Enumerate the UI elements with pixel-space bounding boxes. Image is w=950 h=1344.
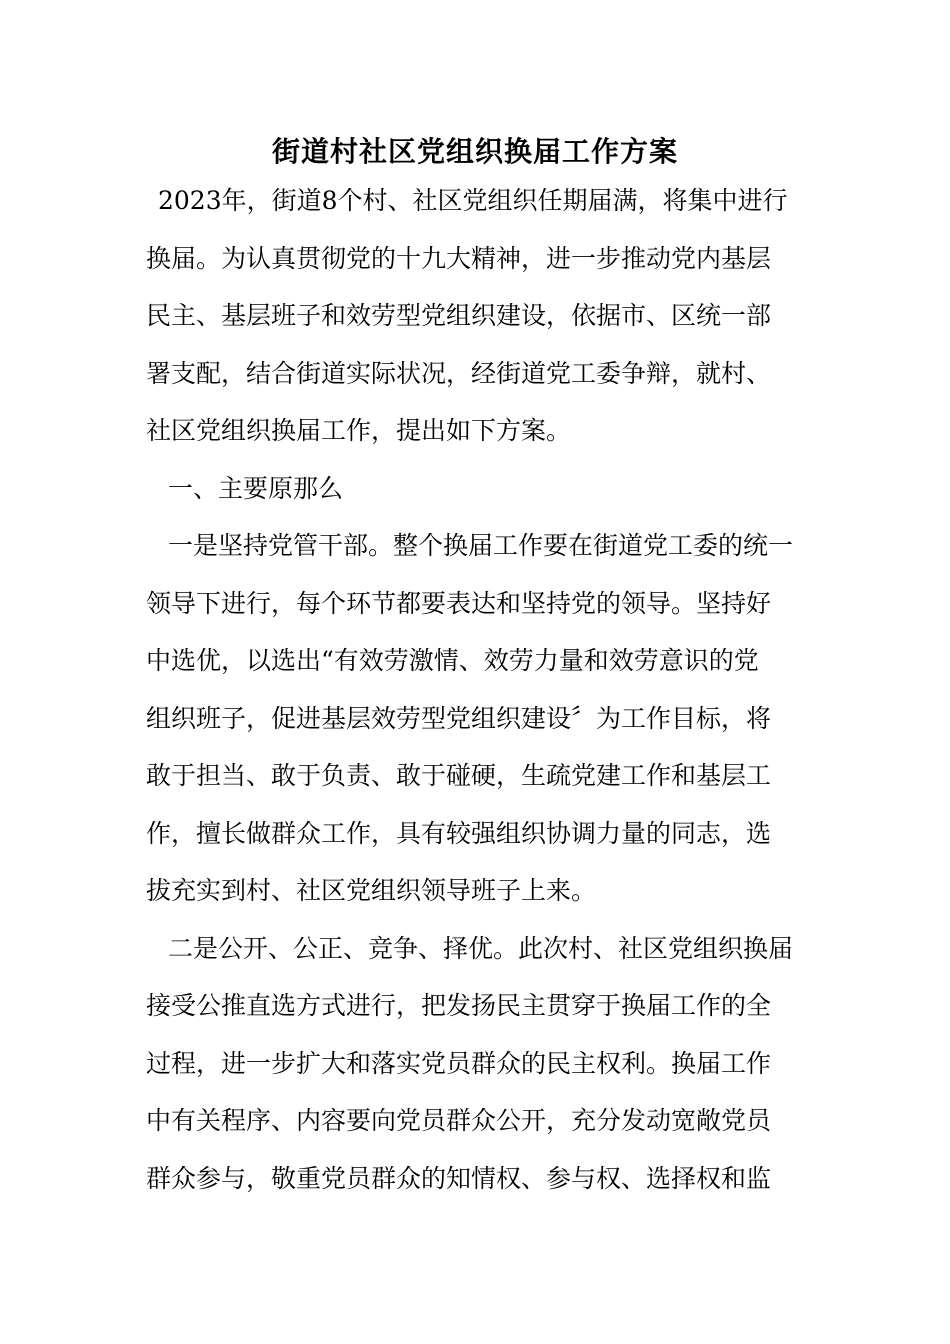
body-line: 中有关程序、内容要向党员群众公开，充分发动宽敞党员 <box>146 1106 772 1135</box>
body-line: 接受公推直选方式进行，把发扬民主贯穿于换届工作的全 <box>146 991 772 1020</box>
body-line: 署支配，结合街道实际状况，经街道党工委争辩，就村、 <box>146 358 772 388</box>
document-title: 街道村社区党组织换届工作方案 <box>271 135 678 168</box>
body-line: 作，擅长做群众工作，具有较强组织协调力量的同志，选 <box>146 818 772 848</box>
body-line: 社区党组织换届工作，提出如下方案。 <box>146 416 572 445</box>
body-line: 民主、基层班子和效劳型党组织建设，依据市、区统一部 <box>146 301 772 330</box>
body-line: 中选优，以选出“有效劳激情、效劳力量和效劳意识的党 <box>146 646 759 675</box>
body-line: 拔充实到村、社区党组织领导班子上来。 <box>146 876 597 905</box>
body-line: 敢于担当、敢于负责、敢于碰硬，生疏党建工作和基层工 <box>146 761 772 790</box>
body-line: 群众参与，敬重党员群众的知情权、参与权、选择权和监 <box>146 1163 772 1193</box>
body-line: 过程，进一步扩大和落实党员群众的民主权利。换届工作 <box>146 1048 772 1078</box>
section-heading: 一、主要原那么 <box>168 473 344 503</box>
body-line: 2023年，街道8个村、社区党组织任期届满，将集中进行 <box>158 186 788 215</box>
document-body <box>146 172 806 1207</box>
body-line: 二是公开、公正、竞争、择优。此次村、社区党组织换届 <box>168 933 794 963</box>
body-line: 一是坚持党管干部。整个换届工作要在街道党工委的统一 <box>168 531 794 560</box>
body-line: 领导下进行，每个环节都要表达和坚持党的领导。坚持好 <box>146 588 772 618</box>
body-line: 换届。为认真贯彻党的十九大精神，进一步推动党内基层 <box>146 243 772 273</box>
body-line: 组织班子，促进基层效劳型党组织建设〞为工作目标，将 <box>146 703 772 733</box>
